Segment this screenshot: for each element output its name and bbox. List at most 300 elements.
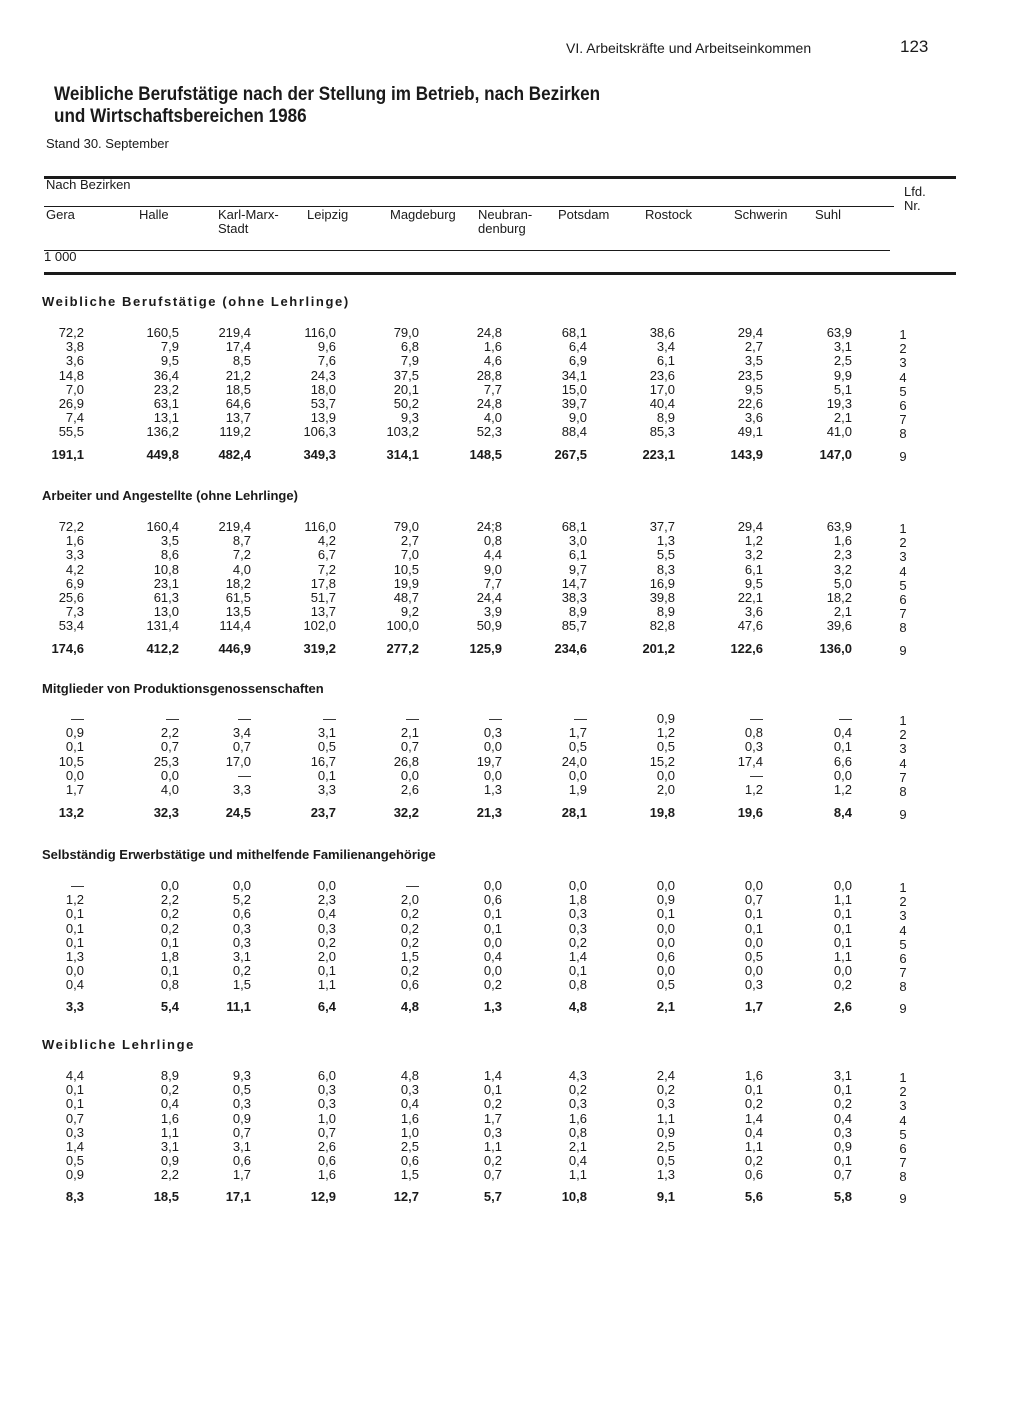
header-bottom-rule [44, 272, 956, 275]
table-cell: 2,2 [160, 1167, 179, 1183]
table-cell: 14,8 [58, 367, 84, 383]
table-cell: 1,7 [65, 782, 84, 797]
total-cell: 412,2 [146, 641, 179, 656]
table-cell: 0,1 [317, 767, 336, 783]
table-cell: 0,6 [400, 1153, 419, 1169]
total-cell: 13,2 [58, 805, 84, 820]
table-cell: 0,5 [568, 739, 587, 755]
table-cell: 4,0 [160, 782, 179, 797]
table-cell: 2,2 [160, 725, 179, 741]
table-cell: 1,2 [744, 782, 763, 797]
table-cell: 63,1 [153, 396, 179, 411]
total-cell: 319,2 [303, 641, 336, 656]
table-cell: 39,7 [561, 396, 587, 411]
table-cell: 114,4 [219, 618, 251, 634]
table-cell: 17,4 [225, 339, 251, 355]
table-cell: 0,1 [744, 906, 763, 922]
row-number: 7 [899, 606, 907, 622]
table-cell: 38,6 [649, 325, 675, 340]
table-cell: 3,1 [833, 1068, 852, 1083]
table-cell: 4,2 [317, 533, 336, 549]
column-header-line2: Stadt [218, 221, 249, 236]
table-cell: 0,0 [483, 767, 502, 783]
table-cell: 3,2 [833, 561, 852, 577]
table-cell: 1,3 [65, 949, 84, 964]
table-cell: 10,5 [58, 753, 84, 769]
table-cell: 0,0 [833, 963, 852, 979]
table-cell: 16,9 [649, 575, 675, 591]
table-cell: 0,2 [400, 934, 419, 950]
table-cell: 3,1 [317, 725, 336, 741]
table-cell: 1,0 [400, 1124, 419, 1140]
table-cell: 55,5 [58, 424, 84, 440]
table-cell: 38,3 [561, 590, 587, 605]
table-cell: 0,1 [160, 934, 179, 950]
table-cell: 26,8 [393, 753, 419, 769]
row-number: 9 [899, 807, 907, 822]
table-cell: 22,6 [737, 396, 763, 411]
total-cell: 2,1 [656, 999, 675, 1014]
table-cell: 0,7 [317, 1124, 336, 1140]
table-cell: 19,7 [476, 753, 502, 769]
total-cell: 449,8 [146, 447, 179, 462]
row-number: 2 [899, 341, 907, 357]
section-title: Mitglieder von Produktionsgenossenschaften [42, 681, 324, 696]
table-cell: 1,4 [744, 1110, 763, 1126]
table-cell: 9,5 [160, 353, 179, 369]
table-cell: 85,7 [561, 618, 587, 634]
table-cell: 23,2 [153, 381, 179, 397]
table-cell: 0,1 [65, 906, 84, 922]
table-cell: 48,7 [393, 590, 419, 605]
table-cell: 0,3 [400, 1082, 419, 1098]
table-cell: 0,2 [744, 1153, 763, 1169]
table-cell: 1,6 [483, 339, 502, 355]
table-cell: 50,2 [393, 396, 419, 411]
row-number: 1 [899, 521, 907, 536]
table-cell: 0,6 [400, 977, 419, 993]
table-cell: 0,1 [833, 906, 852, 922]
table-cell: — [406, 878, 419, 893]
table-cell: — [406, 711, 419, 726]
table-cell: 2,5 [656, 1139, 675, 1154]
table-cell: 1,5 [400, 1167, 419, 1183]
table-cell: 17,0 [649, 381, 675, 397]
table-cell: 72,2 [58, 325, 84, 340]
row-number: 2 [899, 727, 907, 743]
table-cell: 9,3 [232, 1068, 251, 1083]
total-cell: 11,1 [226, 999, 251, 1014]
table-cell: 2,3 [833, 547, 852, 563]
table-subtitle: Stand 30. September [46, 136, 169, 151]
table-cell: 4,6 [483, 353, 502, 369]
table-cell: 0,1 [833, 1153, 852, 1169]
table-cell: 0,6 [483, 892, 502, 908]
table-cell: 7,0 [400, 547, 419, 563]
table-cell: 0,8 [568, 977, 587, 993]
table-cell: 0,2 [400, 920, 419, 936]
table-cell: 2,3 [317, 892, 336, 908]
table-cell: 1,5 [400, 949, 419, 964]
table-cell: 0,0 [568, 878, 587, 893]
table-cell: 219,4 [218, 325, 251, 340]
table-cell: 79,0 [393, 519, 419, 534]
table-cell: 0,0 [160, 878, 179, 893]
table-cell: 41,0 [826, 424, 852, 440]
table-cell: 0,1 [65, 739, 84, 755]
column-header: Karl-Marx- [218, 207, 279, 222]
table-cell: 9,2 [400, 604, 419, 620]
table-cell: — [750, 767, 763, 783]
running-head: VI. Arbeitskräfte und Arbeitseinkommen [566, 40, 812, 56]
table-cell: 0,1 [317, 963, 336, 979]
total-cell: 9,1 [656, 1189, 675, 1204]
table-cell: 3,6 [744, 410, 763, 426]
table-cell: 19,9 [393, 575, 419, 591]
table-cell: 0,2 [160, 906, 179, 922]
table-cell: 6,4 [568, 339, 587, 355]
table-cell: 64,6 [225, 396, 251, 411]
table-cell: 49,1 [737, 424, 763, 440]
table-cell: 0,3 [317, 1082, 336, 1098]
table-cell: 1,3 [656, 533, 675, 549]
table-cell: 3,3 [65, 547, 84, 563]
header-top-rule [44, 176, 956, 179]
table-cell: 3,3 [317, 782, 336, 797]
row-number: 5 [899, 936, 907, 952]
table-cell: 61,5 [225, 590, 251, 605]
unit-rule [44, 250, 890, 251]
table-cell: 0,9 [65, 725, 84, 741]
table-cell: 22,1 [737, 590, 763, 605]
table-cell: — [238, 711, 251, 726]
column-header: Neubran- [478, 207, 533, 222]
table-cell: 1,5 [232, 977, 251, 993]
table-cell: 0,3 [483, 725, 502, 741]
table-cell: 18,2 [826, 590, 852, 605]
table-cell: 26,9 [58, 396, 84, 411]
table-cell: 1,7 [483, 1110, 502, 1126]
row-number: 4 [899, 563, 907, 579]
table-cell: 116,0 [304, 325, 336, 340]
table-cell: 0,5 [744, 949, 763, 964]
table-cell: 0,2 [483, 977, 502, 993]
table-cell: 0,2 [568, 1082, 587, 1098]
table-cell: 0,2 [160, 920, 179, 936]
table-cell: 0,9 [656, 892, 675, 908]
row-number: 2 [899, 894, 907, 910]
section-title: Weibliche Berufstätige (ohne Lehrlinge) [42, 294, 350, 309]
table-cell: 53,4 [58, 618, 84, 634]
row-number: 1 [899, 1070, 907, 1085]
table-cell: 3,8 [65, 339, 84, 355]
table-cell: 3,1 [833, 339, 852, 355]
total-cell: 125,9 [469, 641, 502, 656]
table-cell: 68,1 [561, 519, 587, 534]
table-cell: 9,6 [317, 339, 336, 355]
row-number: 5 [899, 577, 907, 593]
table-cell: 0,2 [400, 906, 419, 922]
row-number: 4 [899, 1112, 907, 1128]
row-number: 9 [899, 449, 907, 464]
table-cell: 0,2 [568, 934, 587, 950]
table-cell: 160,5 [146, 325, 179, 340]
table-cell: 1,6 [400, 1110, 419, 1126]
table-cell: 3,6 [65, 353, 84, 369]
table-cell: — [166, 711, 179, 726]
table-cell: 2,4 [656, 1068, 675, 1083]
table-cell: 0,7 [400, 739, 419, 755]
row-number: 8 [899, 1169, 907, 1185]
table-cell: 0,1 [160, 963, 179, 979]
table-cell: 1,6 [317, 1167, 336, 1183]
table-cell: 17,0 [225, 753, 251, 769]
table-cell: 2,0 [400, 892, 419, 908]
table-cell: 37,7 [649, 519, 675, 534]
table-cell: 0,3 [568, 920, 587, 936]
table-cell: 1,3 [483, 782, 502, 797]
table-cell: 88,4 [561, 424, 587, 440]
total-cell: 5,8 [833, 1189, 852, 1204]
table-cell: 0,0 [65, 963, 84, 979]
table-cell: 0,6 [232, 906, 251, 922]
table-cell: 24,0 [561, 753, 587, 769]
row-number: 9 [899, 1001, 907, 1016]
table-cell: 6,1 [656, 353, 675, 369]
table-cell: 0,2 [483, 1153, 502, 1169]
table-cell: 0,0 [656, 934, 675, 950]
table-cell: 0,4 [160, 1096, 179, 1112]
table-cell: 9,0 [568, 410, 587, 426]
table-cell: 10,5 [393, 561, 419, 577]
table-cell: 106,3 [303, 424, 336, 440]
table-cell: 5,5 [656, 547, 675, 563]
table-cell: 0,0 [65, 767, 84, 783]
table-cell: 0,7 [483, 1167, 502, 1183]
table-cell: 0,0 [160, 767, 179, 783]
table-cell: 1,4 [65, 1139, 84, 1154]
table-cell: 23,6 [649, 367, 675, 383]
table-cell: 1,1 [833, 949, 852, 964]
row-number: 5 [899, 383, 907, 399]
total-cell: 8,3 [65, 1189, 84, 1204]
total-cell: 174,6 [51, 641, 84, 656]
table-cell: 0,1 [744, 920, 763, 936]
table-cell: 1,7 [232, 1167, 251, 1183]
table-cell: 0,3 [232, 934, 251, 950]
table-cell: 2,6 [400, 782, 419, 797]
total-cell: 277,2 [386, 641, 419, 656]
row-number: 7 [899, 412, 907, 428]
total-cell: 24,5 [225, 805, 251, 820]
total-cell: 28,1 [561, 805, 587, 820]
table-cell: 8,9 [568, 604, 587, 620]
table-cell: 0,4 [483, 949, 502, 964]
table-cell: 3,1 [232, 949, 251, 964]
table-cell: 1,2 [656, 725, 675, 741]
table-cell: 0,2 [744, 1096, 763, 1112]
row-number: 8 [899, 620, 907, 636]
table-cell: — [574, 711, 587, 726]
table-cell: 8,7 [232, 533, 251, 549]
table-cell: 0,0 [483, 934, 502, 950]
table-cell: 2,1 [400, 725, 419, 741]
row-number: 9 [899, 1191, 907, 1206]
table-cell: 9,9 [833, 367, 852, 383]
table-cell: 3,2 [744, 547, 763, 563]
table-cell: 0,9 [656, 1124, 675, 1140]
table-cell: 1,1 [744, 1139, 763, 1154]
total-cell: 122,6 [730, 641, 763, 656]
row-number: 7 [899, 769, 907, 785]
table-cell: 0,1 [483, 1082, 502, 1098]
table-cell: 0,0 [744, 878, 763, 893]
section-title: Arbeiter und Angestellte (ohne Lehrlinge) [42, 488, 298, 503]
table-cell: 0,5 [317, 739, 336, 755]
total-cell: 12,9 [310, 1189, 336, 1204]
group-label: Nach Bezirken [46, 177, 131, 192]
table-cell: 3,5 [744, 353, 763, 369]
total-cell: 19,8 [649, 805, 675, 820]
table-cell: 0,1 [65, 1096, 84, 1112]
table-cell: 0,9 [656, 711, 675, 726]
table-cell: 0,1 [833, 739, 852, 755]
table-cell: 63,9 [826, 325, 852, 340]
column-header: Leipzig [307, 207, 349, 222]
row-number: 4 [899, 755, 907, 771]
table-cell: 37,5 [393, 367, 419, 383]
table-cell: 0,2 [400, 963, 419, 979]
total-cell: 6,4 [317, 999, 336, 1014]
total-cell: 191,1 [51, 447, 84, 462]
table-cell: 1,0 [317, 1110, 336, 1126]
table-cell: 40,4 [649, 396, 675, 411]
table-cell: 0,9 [232, 1110, 251, 1126]
table-cell: 17,4 [737, 753, 763, 769]
table-cell: 0,4 [833, 1110, 852, 1126]
table-cell: 82,8 [649, 618, 675, 634]
row-number: 8 [899, 784, 907, 799]
total-cell: 1,3 [483, 999, 502, 1014]
table-cell: 0,0 [483, 739, 502, 755]
table-cell: 0,5 [656, 739, 675, 755]
table-cell: 6,7 [317, 547, 336, 563]
total-cell: 19,6 [737, 805, 763, 820]
table-cell: — [489, 711, 502, 726]
table-cell: 1,2 [65, 892, 84, 908]
row-number: 4 [899, 922, 907, 938]
table-cell: 29,4 [737, 325, 763, 340]
table-cell: 0,0 [317, 878, 336, 893]
column-header: Schwerin [734, 207, 788, 222]
table-cell: 5,1 [833, 381, 852, 397]
table-cell: 7,4 [65, 410, 84, 426]
table-cell: 8,9 [160, 1068, 179, 1083]
table-cell: 6,1 [744, 561, 763, 577]
table-cell: 14,7 [561, 575, 587, 591]
table-cell: 3,0 [568, 533, 587, 549]
table-cell: 0,6 [656, 949, 675, 964]
table-cell: 8,3 [656, 561, 675, 577]
table-cell: 3,6 [744, 604, 763, 620]
table-cell: 0,0 [656, 963, 675, 979]
table-cell: 20,1 [393, 381, 419, 397]
table-cell: 1,4 [483, 1068, 502, 1083]
table-cell: 3,4 [656, 339, 675, 355]
table-cell: 0,0 [744, 963, 763, 979]
total-cell: 143,9 [730, 447, 763, 462]
table-cell: 1,1 [483, 1139, 502, 1154]
row-number: 2 [899, 535, 907, 551]
table-cell: 7,2 [317, 561, 336, 577]
total-cell: 17,1 [225, 1189, 251, 1204]
table-cell: 0,3 [483, 1124, 502, 1140]
table-cell: 8,9 [656, 604, 675, 620]
table-cell: 0,3 [656, 1096, 675, 1112]
table-cell: 0,8 [568, 1124, 587, 1140]
table-cell: 7,9 [160, 339, 179, 355]
total-cell: 8,4 [833, 805, 852, 820]
table-cell: 0,0 [833, 767, 852, 783]
table-cell: 2,7 [744, 339, 763, 355]
table-cell: 50,9 [476, 618, 502, 634]
table-cell: 4,0 [232, 561, 251, 577]
table-cell: 0,3 [232, 1096, 251, 1112]
table-cell: 0,3 [232, 920, 251, 936]
total-cell: 223,1 [642, 447, 675, 462]
table-cell: 3,1 [232, 1139, 251, 1154]
table-cell: 0,7 [232, 739, 251, 755]
table-cell: 100,0 [386, 618, 419, 634]
table-cell: 8,9 [656, 410, 675, 426]
table-cell: 0,1 [833, 1082, 852, 1098]
table-cell: 29,4 [737, 519, 763, 534]
unit-label: 1 000 [44, 249, 77, 264]
row-number: 6 [899, 592, 907, 607]
table-cell: 9,3 [400, 410, 419, 426]
table-cell: 102,0 [303, 618, 336, 634]
table-cell: 0,0 [833, 878, 852, 893]
table-cell: 61,3 [153, 590, 179, 605]
table-cell: 0,3 [568, 1096, 587, 1112]
table-cell: 0,0 [656, 920, 675, 936]
table-cell: 15,0 [561, 381, 587, 397]
table-cell: 4,4 [483, 547, 502, 563]
total-cell: 446,9 [218, 641, 251, 656]
table-cell: 7,6 [317, 353, 336, 369]
total-cell: 314,1 [386, 447, 419, 462]
table-cell: 9,5 [744, 381, 763, 397]
table-cell: 24,8 [476, 396, 502, 411]
total-cell: 5,7 [483, 1189, 502, 1204]
table-cell: 0,3 [317, 1096, 336, 1112]
table-cell: 47,6 [737, 618, 763, 634]
table-cell: 6,9 [65, 575, 84, 591]
table-cell: 4,3 [568, 1068, 587, 1083]
table-cell: 0,3 [317, 920, 336, 936]
table-cell: 16,7 [310, 753, 336, 769]
table-cell: 0,6 [744, 1167, 763, 1183]
table-cell: 0,7 [744, 892, 763, 908]
table-cell: 7,2 [232, 547, 251, 563]
row-number: 3 [899, 741, 907, 757]
table-cell: 0,1 [65, 1082, 84, 1098]
table-cell: 8,6 [160, 547, 179, 563]
column-header: Gera [46, 207, 75, 222]
table-cell: 0,3 [833, 1124, 852, 1140]
table-cell: 39,6 [826, 618, 852, 634]
table-cell: 0,1 [568, 963, 587, 979]
